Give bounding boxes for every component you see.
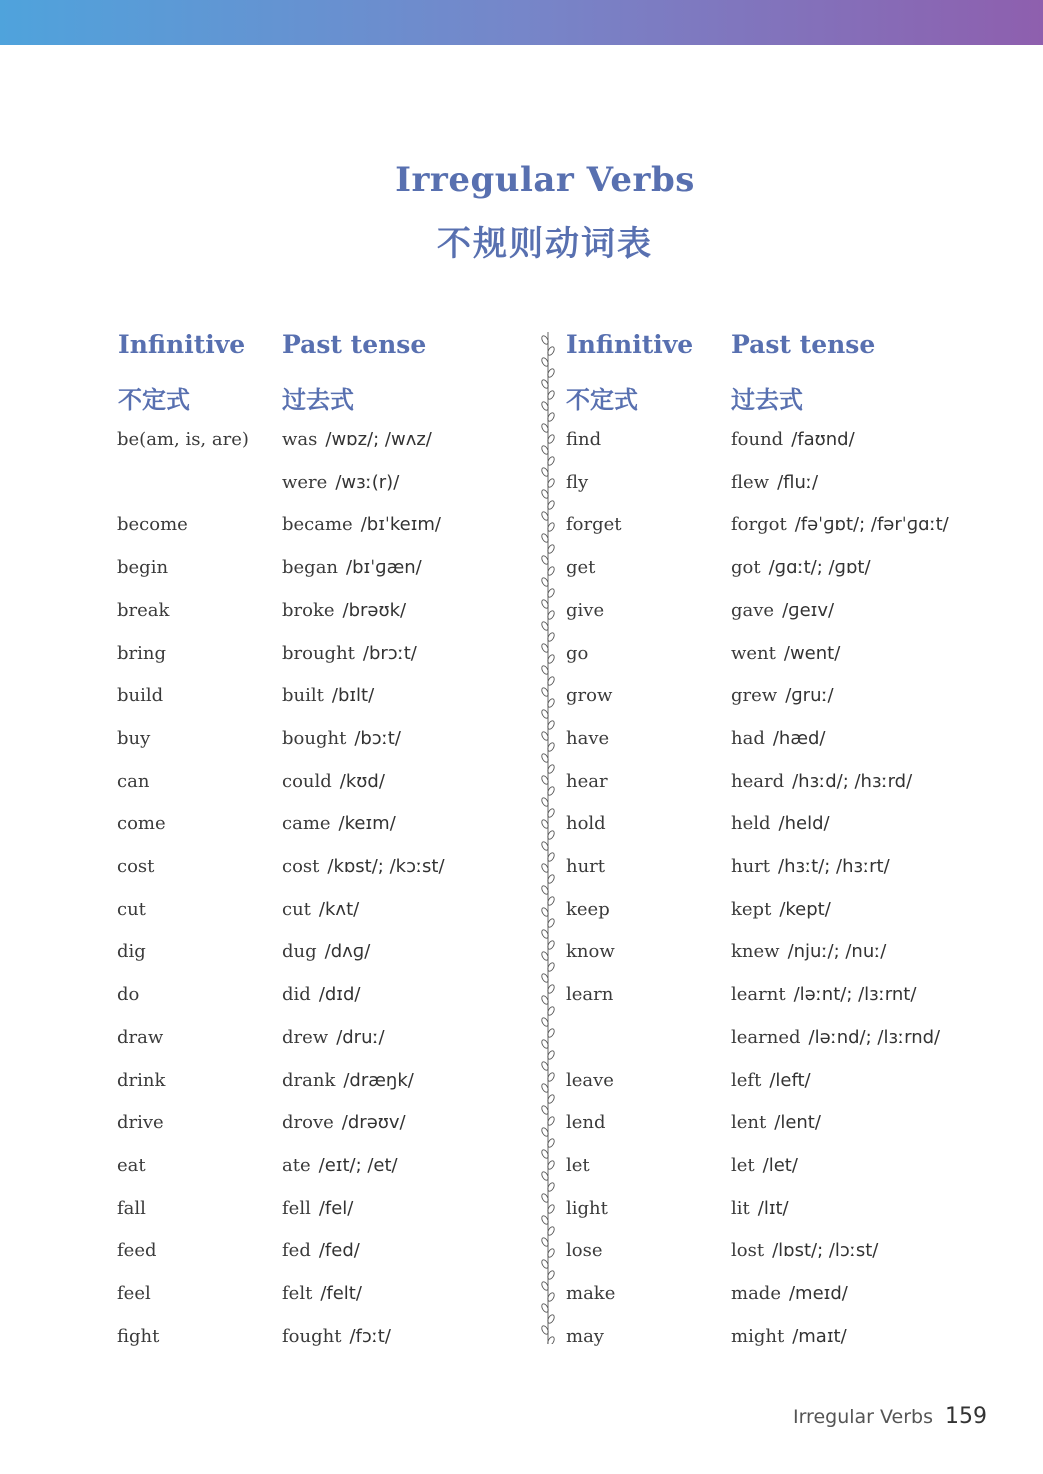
table-row (566, 1108, 991, 1138)
infinitive-cell: fight (117, 1325, 160, 1347)
table-row (566, 980, 991, 1010)
past-tense-cell (282, 553, 422, 583)
table-row (566, 1322, 991, 1352)
past-tense-cell (282, 724, 401, 754)
right-header-past-tense-zh: 过去式 (731, 385, 803, 414)
phonetic-transcription: /keɪm/ (338, 813, 396, 835)
infinitive-cell: be(am, is, are) (117, 429, 249, 450)
infinitive-cell: buy (117, 727, 151, 749)
past-tense-cell (731, 1066, 811, 1096)
phonetic-transcription: /left/ (769, 1069, 811, 1091)
table-row (117, 1023, 542, 1053)
phonetic-transcription: /ɡruː/ (785, 685, 834, 707)
table-row (117, 468, 542, 498)
phonetic-transcription: /kɒst/; /kɔːst/ (327, 856, 445, 877)
table-row (117, 639, 542, 669)
past-tense-word: were (282, 471, 328, 493)
past-tense-cell (282, 510, 441, 540)
past-tense-word: found (731, 429, 784, 450)
phonetic-transcription: /hɜːt/; /hɜːrt/ (778, 856, 890, 877)
phonetic-transcription: /dʌɡ/ (324, 941, 371, 963)
table-row (566, 1236, 991, 1266)
past-tense-word: let (731, 1154, 755, 1176)
table-row (566, 468, 991, 498)
infinitive-cell: break (117, 599, 170, 621)
footer-label: Irregular Verbs (792, 1406, 933, 1428)
phonetic-transcription: /kept/ (779, 898, 831, 920)
past-tense-cell (731, 767, 912, 797)
past-tense-cell (282, 1066, 414, 1096)
past-tense-word: came (282, 813, 331, 835)
page-number: 159 (945, 1404, 987, 1429)
past-tense-word: left (731, 1069, 762, 1091)
infinitive-cell: make (566, 1283, 616, 1304)
past-tense-cell (282, 937, 370, 967)
past-tense-cell (282, 980, 360, 1010)
past-tense-word: bought (282, 727, 347, 749)
past-tense-word: got (731, 557, 761, 579)
past-tense-word: drew (282, 1026, 329, 1048)
past-tense-cell (731, 553, 871, 583)
infinitive-cell: lose (566, 1240, 603, 1262)
infinitive-cell: learn (566, 984, 614, 1006)
past-tense-cell (731, 1236, 878, 1266)
past-tense-cell (282, 1236, 360, 1266)
phonetic-transcription: /wɒz/; /wʌz/ (325, 429, 432, 450)
infinitive-cell: drive (117, 1112, 164, 1134)
past-tense-cell (731, 809, 830, 839)
past-tense-cell (731, 980, 916, 1010)
past-tense-cell (282, 681, 374, 711)
past-tense-word: dug (282, 941, 317, 963)
past-tense-word: heard (731, 770, 785, 792)
table-row (117, 1108, 542, 1138)
past-tense-cell (282, 767, 385, 797)
past-tense-cell (282, 425, 432, 455)
right-header-infinitive-zh: 不定式 (566, 385, 638, 414)
past-tense-word: might (731, 1325, 785, 1347)
past-tense-word: broke (282, 599, 335, 621)
infinitive-cell: drink (117, 1069, 166, 1091)
table-row (117, 681, 542, 711)
phonetic-transcription: /meɪd/ (788, 1283, 848, 1304)
table-row (566, 895, 991, 925)
past-tense-cell (282, 1279, 362, 1309)
past-tense-cell (731, 1194, 789, 1224)
past-tense-word: drank (282, 1069, 336, 1091)
phonetic-transcription: /kʌt/ (318, 898, 360, 920)
past-tense-word: forgot (731, 514, 787, 536)
past-tense-word: lost (731, 1240, 765, 1262)
past-tense-cell (731, 1151, 798, 1181)
phonetic-transcription: /lɪt/ (757, 1197, 789, 1219)
phonetic-transcription: /faʊnd/ (791, 429, 855, 450)
right-header-past-tense: Past tense (731, 330, 876, 359)
phonetic-transcription: /druː/ (336, 1026, 385, 1048)
past-tense-cell (731, 895, 831, 925)
past-tense-word: did (282, 984, 311, 1006)
phonetic-transcription: /dræŋk/ (343, 1069, 414, 1091)
phonetic-transcription: /fluː/ (777, 471, 819, 493)
past-tense-cell (731, 1023, 940, 1053)
phonetic-transcription: /lɒst/; /lɔːst/ (772, 1240, 879, 1262)
past-tense-cell (282, 596, 406, 626)
past-tense-word: began (282, 557, 339, 579)
phonetic-transcription: /went/ (783, 642, 841, 664)
past-tense-word: felt (282, 1283, 313, 1304)
phonetic-transcription: /bɪlt/ (331, 685, 375, 707)
past-tense-word: cost (282, 856, 320, 877)
left-header-infinitive-zh: 不定式 (118, 385, 190, 414)
table-row (117, 510, 542, 540)
infinitive-cell: feed (117, 1240, 157, 1262)
past-tense-word: went (731, 642, 776, 664)
infinitive-cell: go (566, 642, 589, 664)
infinitive-cell: let (566, 1154, 590, 1176)
table-row (566, 852, 991, 882)
infinitive-cell: hear (566, 770, 608, 792)
left-header-infinitive: Infinitive (118, 330, 246, 359)
infinitive-cell: forget (566, 514, 622, 536)
past-tense-word: hurt (731, 856, 771, 877)
infinitive-cell: get (566, 557, 596, 579)
past-tense-cell (282, 639, 417, 669)
phonetic-transcription: /bɪˈɡæn/ (346, 557, 422, 579)
phonetic-transcription: /fed/ (318, 1240, 360, 1262)
past-tense-cell (731, 724, 826, 754)
past-tense-cell (731, 937, 886, 967)
table-row (117, 767, 542, 797)
past-tense-word: had (731, 727, 765, 749)
infinitive-cell: become (117, 514, 188, 536)
infinitive-cell: do (117, 984, 140, 1006)
page-footer (793, 1404, 987, 1434)
past-tense-cell (731, 1108, 821, 1138)
infinitive-cell: bring (117, 642, 166, 664)
past-tense-cell (282, 1023, 385, 1053)
table-row (566, 1023, 991, 1053)
past-tense-cell (731, 510, 949, 540)
phonetic-transcription: /njuː/; /nuː/ (787, 941, 887, 963)
left-header-past-tense: Past tense (282, 330, 427, 359)
table-row (566, 639, 991, 669)
table-row (566, 510, 991, 540)
phonetic-transcription: /bɔːt/ (354, 727, 401, 749)
infinitive-cell: lend (566, 1112, 606, 1134)
infinitive-cell: fall (117, 1197, 146, 1219)
page-title-english: Irregular Verbs (395, 160, 695, 200)
infinitive-cell: find (566, 429, 602, 450)
past-tense-cell (731, 639, 840, 669)
infinitive-cell: hurt (566, 856, 606, 877)
infinitive-cell: draw (117, 1026, 164, 1048)
past-tense-cell (731, 852, 890, 882)
past-tense-word: flew (731, 471, 770, 493)
phonetic-transcription: /hæd/ (772, 727, 826, 749)
infinitive-cell: build (117, 685, 164, 707)
table-row (566, 767, 991, 797)
phonetic-transcription: /wɜː(r)/ (335, 471, 400, 493)
phonetic-transcription: /fəˈɡɒt/; /fərˈɡɑːt/ (794, 514, 949, 536)
past-tense-cell (731, 596, 834, 626)
past-tense-word: made (731, 1283, 781, 1304)
table-row (566, 553, 991, 583)
past-tense-word: learnt (731, 984, 786, 1006)
table-row (566, 809, 991, 839)
table-row (117, 809, 542, 839)
infinitive-cell: feel (117, 1283, 151, 1304)
past-tense-cell (731, 681, 834, 711)
left-header-past-tense-zh: 过去式 (282, 385, 354, 414)
past-tense-cell (282, 1322, 391, 1352)
past-tense-word: fed (282, 1240, 311, 1262)
past-tense-word: built (282, 685, 324, 707)
phonetic-transcription: /dɪd/ (318, 984, 361, 1006)
infinitive-cell: grow (566, 685, 613, 707)
infinitive-cell: eat (117, 1154, 146, 1176)
table-row (117, 1151, 542, 1181)
past-tense-word: gave (731, 599, 775, 621)
past-tense-word: drove (282, 1112, 334, 1134)
infinitive-cell: have (566, 727, 610, 749)
past-tense-word: cut (282, 898, 311, 920)
infinitive-cell: hold (566, 813, 606, 835)
infinitive-cell: dig (117, 941, 146, 963)
table-row (117, 553, 542, 583)
phonetic-transcription: /ɡɑːt/; /ɡɒt/ (768, 557, 871, 579)
past-tense-cell (282, 809, 396, 839)
infinitive-cell: cut (117, 898, 146, 920)
past-tense-word: could (282, 770, 332, 792)
infinitive-cell: come (117, 813, 166, 835)
infinitive-cell: know (566, 941, 615, 963)
infinitive-cell: may (566, 1325, 604, 1347)
past-tense-cell (731, 425, 855, 455)
past-tense-word: held (731, 813, 771, 835)
past-tense-word: grew (731, 685, 778, 707)
table-row (117, 852, 542, 882)
past-tense-cell (282, 1151, 398, 1181)
past-tense-cell (282, 468, 399, 498)
page-title-chinese: 不规则动词表 (437, 224, 653, 264)
infinitive-cell: give (566, 599, 605, 621)
phonetic-transcription: /let/ (762, 1154, 798, 1176)
past-tense-cell (282, 1108, 406, 1138)
table-row (117, 1236, 542, 1266)
table-row (117, 980, 542, 1010)
table-row (566, 681, 991, 711)
phonetic-transcription: /brəʊk/ (342, 599, 407, 621)
table-row (117, 1066, 542, 1096)
phonetic-transcription: /felt/ (320, 1283, 362, 1304)
table-row (566, 1194, 991, 1224)
table-row (117, 425, 542, 455)
table-row (117, 1279, 542, 1309)
phonetic-transcription: /ləːnt/; /lɜːrnt/ (793, 984, 917, 1006)
past-tense-word: learned (731, 1026, 801, 1048)
phonetic-transcription: /eɪt/; /et/ (318, 1154, 398, 1176)
phonetic-transcription: /lent/ (774, 1112, 821, 1134)
right-header-infinitive: Infinitive (566, 330, 694, 359)
table-row (117, 596, 542, 626)
past-tense-word: was (282, 429, 318, 450)
past-tense-cell (282, 852, 445, 882)
phonetic-transcription: /kʊd/ (339, 770, 385, 792)
phonetic-transcription: /held/ (778, 813, 830, 835)
phonetic-transcription: /drəʊv/ (341, 1112, 406, 1134)
table-row (117, 724, 542, 754)
table-row (566, 596, 991, 626)
table-row (566, 1151, 991, 1181)
past-tense-word: became (282, 514, 353, 536)
phonetic-transcription: /hɜːd/; /hɜːrd/ (792, 770, 913, 792)
infinitive-cell: keep (566, 898, 610, 920)
infinitive-cell: leave (566, 1069, 614, 1091)
table-row (566, 1066, 991, 1096)
past-tense-cell (731, 1279, 848, 1309)
table-row (566, 1279, 991, 1309)
infinitive-cell: fly (566, 471, 589, 493)
past-tense-word: kept (731, 898, 772, 920)
table-row (117, 1322, 542, 1352)
past-tense-word: fought (282, 1325, 342, 1347)
past-tense-cell (282, 895, 359, 925)
past-tense-cell (731, 1322, 847, 1352)
infinitive-cell: cost (117, 856, 155, 877)
table-row (566, 937, 991, 967)
table-row (117, 895, 542, 925)
infinitive-cell: begin (117, 557, 169, 579)
table-row (117, 937, 542, 967)
past-tense-cell (731, 468, 818, 498)
past-tense-word: lit (731, 1197, 750, 1219)
phonetic-transcription: /fɔːt/ (349, 1325, 391, 1347)
table-row (566, 425, 991, 455)
table-row (117, 1194, 542, 1224)
phonetic-transcription: /ləːnd/; /lɜːrnd/ (808, 1026, 941, 1048)
top-gradient-bar (0, 0, 1043, 45)
phonetic-transcription: /brɔːt/ (362, 642, 417, 664)
past-tense-word: knew (731, 941, 780, 963)
infinitive-cell: light (566, 1197, 608, 1219)
phonetic-transcription: /maɪt/ (792, 1325, 847, 1347)
past-tense-word: lent (731, 1112, 767, 1134)
past-tense-word: fell (282, 1197, 311, 1219)
phonetic-transcription: /ɡeɪv/ (782, 599, 835, 621)
past-tense-word: ate (282, 1154, 311, 1176)
infinitive-cell: can (117, 770, 150, 792)
phonetic-transcription: /fel/ (318, 1197, 354, 1219)
table-row (566, 724, 991, 754)
past-tense-word: brought (282, 642, 355, 664)
phonetic-transcription: /bɪˈkeɪm/ (360, 514, 441, 536)
vine-divider-ornament (540, 332, 556, 1344)
past-tense-cell (282, 1194, 353, 1224)
